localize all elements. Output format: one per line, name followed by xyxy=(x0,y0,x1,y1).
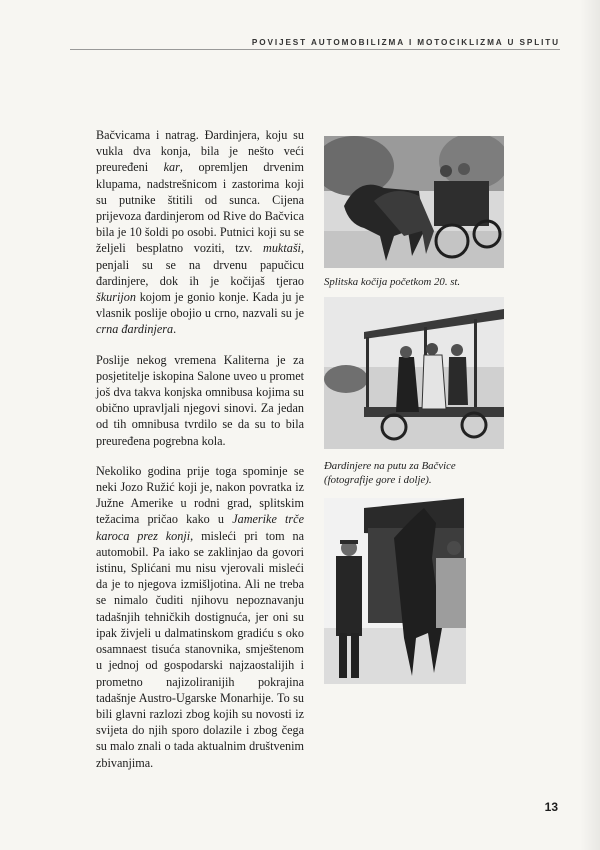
paragraph-1: Bačvicama i natrag. Đardinjera, koju su vukla dva konja, bila je nešto veći preuređeni kar, opremljen drvenim klupama, nadstrešnicom i zastorima koji su putnike štitili od sunca. Cijena prijevoza đardinjerom od Rive do Bačvica bila je 10 šoldi po osobi. Putnici koji su se željeli besplatno voziti, tzv. muktaši, penjali su se na drvenu papučicu đardinjere, dok ih je kočijaš tjerao škurijon kojom je gonio konje. Kada ju je vlasnik poslije obojio u crno, nazvali su je crna đardinjera. xyxy=(96,128,305,337)
page-edge-shadow xyxy=(580,0,600,850)
running-header: POVIJEST AUTOMOBILIZMA I MOTOCIKLIZMA U SPLITU xyxy=(251,38,560,47)
caption-photo-2 xyxy=(324,459,514,487)
page-number: 13 xyxy=(544,800,558,814)
caption-photo-2-line-1: Đardinjere na putu za Bačvice xyxy=(324,460,456,472)
caption-photo-2-line-2: (fotografije gore i dolje). xyxy=(324,474,432,486)
photo-omnibus-image xyxy=(324,297,504,449)
paragraph-3: Nekoliko godina prije toga spominje se neki Jozo Ružić koji je, nakon povratka iz Južne Amerike u rodni grad, splitskim težacima pričao kako u Jamerike trče karoca prez konji, misleći pri tom na automobil. Pa iako se zaklinjao da govori istinu, Splićani mu nisu vjerovali misleći da je to njegova izmišljotina. Ali ne treba se nimalo čuditi njihovu nepoznavanju tadašnjih tehničkih dostignuća, jer oni su ipak živjeli u dalmatinskom gradiću s oko osamnaest tisuća stanovnika, smještenom u jednoj od gospodarski najzaostalijih i prometno najizoliranijih pokrajina tadašnje Austro-Ugarske Monarhije. To su bili glavni razlozi zbog kojih su novosti iz svijeta do njih sporo dolazile i zbog čega su malo znali o tada aktualnim društvenim zbivanjima. xyxy=(96,463,305,770)
photo-omnibus xyxy=(324,297,504,449)
body-text-column xyxy=(96,127,304,785)
caption-photo-1: Splitska kočija početkom 20. st. xyxy=(324,276,461,288)
header-rule xyxy=(70,49,560,50)
paragraph-2: Poslije nekog vremena Kaliterna je za posjetitelje iskopina Salone uveo u promet još dva takva konjska omnibusa kojima su obično upravljali njegovi sinovi. Za jedan od tih omnibusa tvrdilo se da su to bila preuređena pogrebna kola. xyxy=(96,352,304,448)
photo-man-with-horse xyxy=(324,498,466,684)
photo-horse-carriage-image xyxy=(324,136,504,268)
photo-horse-carriage xyxy=(324,136,504,268)
photo-man-with-horse-image xyxy=(324,498,466,684)
